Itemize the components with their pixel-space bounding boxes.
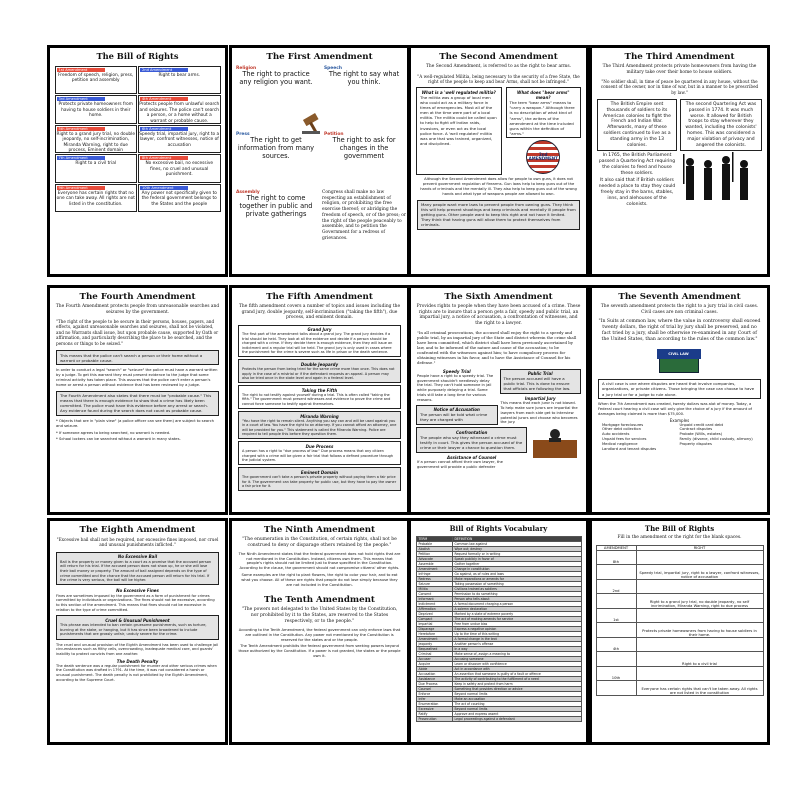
- amendment-cell[interactable]: 4th: [596, 637, 636, 652]
- tenth-text-1: According to the Tenth Amendment, the federal government can only enforce laws that are outlined in the Constitution. Any power not mentioned by the Constitution is reserved for the states and or the people.: [238, 627, 401, 642]
- history-text-2: In 1765, the British Parliament passed a Quartering Act requiring the colonies to feed and house these soldiers.: [598, 153, 676, 176]
- definition-cell: Legal proceedings against a defendant: [452, 717, 581, 722]
- table-row: [596, 550, 763, 565]
- bail-box: No Excessive Bail Bail is the property or money given to a court as a promise that the accused person will return for his trial. If the accused person does not show up, he or she will lose their bail money or property. The amount of bail assigned depends on the type of crime committed and the chance that the accused person will return for his trial. If the crime is very serious, the bail will be higher.: [56, 552, 219, 586]
- term-cell: Assemble: [416, 562, 452, 567]
- amendment-card: [138, 154, 221, 183]
- term-cell: Deprived: [416, 612, 452, 617]
- second-amendment-badge-icon: 2nd AMENDMENT: [526, 140, 560, 174]
- right-cell[interactable]: [636, 637, 763, 652]
- tenth-quote: "The powers not delegated to the United States by the Constitution, nor prohibited by it to the States, are reserved to the States respectively, or to the people.": [241, 607, 398, 625]
- right-cell[interactable]: [636, 579, 763, 594]
- page-subtitle: Fill in the amendment or the right for the blank spaces.: [617, 535, 742, 540]
- death-penalty-section: The Death Penalty The death sentence was a regular punishment for murder and other serious crimes when the Constitution was drafted in 1791. At the time, it was not considered a harsh or unusual punishment. The death penalty is not prohibited by the Eighth Amendment, according to the Supreme Court.: [56, 658, 217, 682]
- amendment-cell[interactable]: [596, 565, 636, 580]
- first-quote: Congress shall make no law respecting an establishment of religion, or prohibiting the free exercise thereof; or abridging the freedom of speech, or of the press; or the right of the people peaceably to assemble, and to petition the Government for a redress of grievances.: [322, 190, 406, 241]
- right-cell[interactable]: [636, 550, 763, 565]
- table-row: [596, 565, 763, 580]
- term-cell: Heretofore: [416, 632, 452, 637]
- page-subtitle: The fifth amendment covers a number of topics and issues including the grand jury, double jeopardy, self-incrimination ("taking the fifth"), due process, and eminent domain.: [238, 304, 401, 320]
- right-cell[interactable]: Everyone has certain rights that can't be taken away. All rights are not listed in the constitution: [636, 681, 763, 696]
- amendment-summary: Protects people from unlawful search and seizures. The police can't search a person, or a home without a warrant or probable cause.: [139, 102, 220, 124]
- amendment-tab: 4th Amendment: [140, 97, 188, 101]
- term-cell: Amendment: [416, 567, 452, 572]
- notice-box: Notice of Accusation The person will be told what crime they are charged with: [416, 405, 498, 425]
- amendment-tab: 2nd Amendment: [140, 68, 188, 72]
- amendment-summary: Protects private homeowners from having to house soldiers in their home.: [58, 102, 133, 119]
- amendment-tab: 6th Amendment: [140, 127, 188, 131]
- probable-cause-box: The Fourth Amendment also states that there must be "probable cause." This means that there is enough evidence to show that a crime has likely been committed. The police must have this evidence before any arrest or search. Any evidence found during the search does not count as probable cause.: [56, 391, 219, 416]
- examples-heading: Examples: [669, 417, 690, 423]
- definition-cell: Request formally or in writing: [452, 552, 581, 557]
- page-title: The Second Amendment: [439, 52, 558, 62]
- twenty-dollars-text: When the 7th Amendment was created, twenty dollars was alot of money. Today, a Federal court hearing a civil case will only give the choice of a jury if the amount of damages being claimed is more than $75,000.: [598, 402, 752, 416]
- right-cell[interactable]: [636, 608, 763, 623]
- example-item: Unpaid credit card debt: [679, 422, 724, 427]
- courtroom-icon: [529, 426, 581, 460]
- term-cell: Bequeathed: [416, 647, 452, 652]
- amendment-card: [138, 125, 221, 154]
- term-cell: Accusation: [416, 672, 452, 677]
- term-cell: Disparage: [416, 627, 452, 632]
- amendment-summary: Any power not specifically given to the federal government belongs to the States and the people: [141, 190, 217, 207]
- term-cell: Ratify: [416, 712, 452, 717]
- bill-grid: [54, 65, 221, 213]
- amendment-quote: "Excessive bail shall not be required, nor excessive fines imposed, nor cruel and unusual punishments inflicted.": [56, 537, 219, 548]
- term-cell: Probable: [416, 542, 452, 547]
- taking-fifth-box: Taking the Fifth The right to not testify against yourself during a trial. This is often called "taking the fifth." The government must present witnesses and evidence to prove the crime and cannot force someone to testify against themselves.: [238, 385, 401, 409]
- warrant-text: In order to conduct a legal "search" or "seizure" the police must have a warrant written by a judge. To get this warrant they must present evidence to the judge that some criminal activity has taken place. This assures that the police can't enter a person's home or arrest a person without evidence that has been reviewed by a judge.: [56, 368, 218, 387]
- third-amendment-page: [589, 45, 770, 277]
- term-cell: Advocate: [416, 557, 452, 562]
- seventh-amendment-page: [589, 285, 770, 515]
- tenth-text-2: The Tenth Amendment prohibits the federal government from seeking powers beyond those authorized by the Constitution. If a power is not granted, the states or the people own it.: [238, 644, 401, 658]
- double-jeopardy-box: Double Jeopardy Protects the person from being tried for the same crime more than once. This does not apply in the case of a mistrial or if the defendant requests an appeal. A person may also be tried once in the state level and again in a federal level.: [238, 359, 401, 383]
- page-subtitle: The Third Amendment protects private homeowners from having the military take over their home to house soldiers.: [602, 64, 757, 75]
- right-cell[interactable]: Right to a civil trial: [636, 652, 763, 667]
- definition-cell: Beyond normal limits: [452, 707, 581, 712]
- amendment-card: [55, 66, 138, 95]
- definition-cell: Civilians trained as soldiers: [452, 587, 581, 592]
- fifth-amendment-page: [229, 285, 410, 515]
- term-cell: Enumeration: [416, 702, 452, 707]
- amendment-summary: No excessive bail, no excessive fines, no cruel and unusual punishment.: [145, 161, 214, 178]
- amendment-tab: 3rd Amendment: [57, 97, 105, 101]
- page-title: The First Amendment: [266, 52, 373, 62]
- petition-section: Petition The right to ask for changes in the government: [324, 132, 396, 161]
- definition-cell: Speak publicly in favor of: [452, 557, 581, 562]
- history-text-3: It also said that if British soldiers needed a place to stay they could freely stay in the barns, stables, inns, and alehouses of the colonists.: [598, 178, 676, 207]
- term-cell: Abide: [416, 667, 452, 672]
- term-cell: Excessive: [416, 707, 452, 712]
- amendment-tab: 8th Amendment: [140, 156, 188, 160]
- page-title: The Bill of Rights: [644, 524, 715, 533]
- ninth-quote: "The enumeration in the Constitution, of certain rights, shall not be construed to deny or disparage others retained by the people.": [242, 537, 397, 548]
- definition-cell: A formal change in the text: [452, 637, 581, 642]
- vocabulary-page: [408, 518, 589, 745]
- table-row: [596, 623, 763, 638]
- example-item: Unpaid fees for services: [602, 436, 647, 441]
- definition-header: DEFINITION: [452, 537, 581, 542]
- term-cell: Militia: [416, 587, 452, 592]
- example-item: Other debt collection: [602, 427, 641, 432]
- amendment-quote: "In all criminal prosecutions, the accused shall enjoy the right to a speedy and public trial, by an impartial jury of the State and district wherein the crime shall have been committed, which district shall have been previously ascertained by law, and to be informed of the nature and cause of the accusation; to be confronted with the witnesses against him; to have compulsory process for obtaining witnesses in his favor, and to have the Assistance of Counsel for his defense.": [417, 330, 577, 366]
- impartial-jury-section: Impartial Jury This means that each juror is not biased. To help make sure jurors are impartial the lawyers from each side get to interview potential jurors and choose who becomes the jury.: [500, 395, 578, 425]
- table-row: [596, 608, 763, 623]
- definition-cell: The act of counting: [452, 702, 581, 707]
- amendment-cell[interactable]: 10th: [596, 666, 636, 681]
- civil-law-book-icon: CIVIL LAW: [655, 347, 705, 377]
- term-cell: Acquire: [416, 662, 452, 667]
- soldiers-silhouette-icon: [680, 152, 762, 208]
- term-cell: Infer: [416, 697, 452, 702]
- worksheet-table: [596, 545, 764, 696]
- definition-cell: A formal document charging a person: [452, 602, 581, 607]
- amendment-header: AMENDMENT: [596, 545, 636, 550]
- term-cell: Counsel: [416, 687, 452, 692]
- right-cell[interactable]: [636, 666, 763, 681]
- public-trial-box: Public Trial The person accused will have a public trial. This is done to ensure that officials are following the law.: [500, 369, 582, 394]
- amendment-cell[interactable]: 1st: [596, 608, 636, 623]
- term-cell: Amendment: [416, 637, 452, 642]
- grand-jury-box: Grand Jury The first part of the amendment talks about a grand jury. The grand jury decides if a trial should be held. They look at all the evidence and decide if a person should be charged with a crime. If they decide there is enough evidence, then they will issue an indictment and a regular trial will be held. The grand jury is only used in cases where the punishment for the crime is severe such as life in prison or the death sentence.: [238, 325, 401, 358]
- table-row: [416, 717, 581, 722]
- vocabulary-table: [416, 536, 582, 722]
- right-header: RIGHT: [636, 545, 763, 550]
- definition-cell: Make an accusation: [452, 697, 581, 702]
- example-item: Contract disputes: [679, 427, 713, 432]
- amendment-card: [138, 95, 221, 124]
- amendment-card: [55, 95, 138, 124]
- definition-cell: Up to the time of this writing: [452, 632, 581, 637]
- example-item: Mortgage foreclosures: [602, 422, 644, 427]
- term-cell: Enforce: [416, 692, 452, 697]
- definition-cell: Permission to do something: [452, 592, 581, 597]
- term-cell: Impartial: [416, 622, 452, 627]
- definition-cell: Beyond normal limits: [452, 692, 581, 697]
- bear-arms-box: What does "bear arms" mean? The term "bear arms" means to "carry a weapon." Although there is no description of what kind of "arms", the writers of the amendment at the time included guns within the definition of "arms.": [506, 87, 582, 138]
- first-amendment-page: [229, 45, 410, 277]
- amendment-cell[interactable]: 8th: [596, 550, 636, 565]
- term-cell: Informant: [416, 597, 452, 602]
- definition-cell: In a way: [452, 647, 581, 652]
- worksheet-page: [589, 518, 770, 745]
- amendment-summary: Freedom of speech, religion, press, petition and assembly: [58, 72, 134, 84]
- amendment-cell[interactable]: [596, 652, 636, 667]
- fourth-amendment-page: [47, 285, 228, 515]
- regulation-text: Although the Second Amendment does allow for people to own guns, it does not prevent government regulation of firearms. Gun laws help to keep guns out of the hands of criminals and the mentally ill. They also help to keep guns out of the wrong hands and what type of weapons people are allowed to own.: [420, 177, 577, 196]
- speedy-trial-section: Speedy Trial People have a right to a speedy trial. The government shouldn't needlessly delay the trial. They can't hold someone in jail while purposely delaying a trial. Some trials still take a long time for various reasons.: [417, 368, 494, 402]
- example-item: Auto accidents: [602, 432, 630, 437]
- page-title: The Eighth Amendment: [79, 525, 196, 535]
- definition-cell: Go against, as of rules and laws: [452, 572, 581, 577]
- amendment-tab: 7th Amendment: [57, 156, 105, 160]
- exception-3: * School lockers can be searched without a warrant in many states.: [56, 437, 181, 442]
- civil-case-box: A civil case is one where disputes are heard that involve companies, organizations, or private citizens. Those bringing the case can choose to have a jury trial or for a judge to rule alone.: [598, 379, 761, 399]
- amendment-summary: Right to a grand jury trial, no double jeopardy, no self-incrimination, Miranda Warning, right to due process, Eminent domain: [56, 131, 135, 153]
- sixth-amendment-page: [408, 285, 589, 515]
- amendment-card: [138, 184, 221, 213]
- definition-cell: Make sense of, assign a meaning to: [452, 652, 581, 657]
- amendment-summary: Speedy trial, impartial jury, right to a lawyer, confront witnesses, notice of accusation: [139, 131, 220, 148]
- speech-section: Speech The right to say what you think.: [324, 66, 400, 87]
- definition-cell: Approve and express assent: [452, 712, 581, 717]
- fines-section: No Excessive Fines Fines are sometimes imposed by the government as a form of punishment for crimes committed by individuals or organizations. The fines should not be excessive, according to this section of the amendment. This means that fines should not be excessive in relation to the type of crime committed.: [56, 588, 215, 612]
- exception-2: * If someone agrees to being searched, no warrant is needed.: [56, 430, 171, 435]
- second-amendment-page: [408, 45, 589, 277]
- definition-cell: A solemn declaration: [452, 607, 581, 612]
- amendment-tab: 5th Amendment: [57, 127, 105, 131]
- term-cell: Due Process: [416, 682, 452, 687]
- term-cell: Compact: [416, 617, 452, 622]
- example-item: Medical negligence: [602, 441, 638, 446]
- term-cell: Jeopardy: [416, 642, 452, 647]
- amendment-cell[interactable]: [596, 594, 636, 609]
- term-cell: Criminal: [416, 652, 452, 657]
- bill-of-rights-page: [47, 45, 228, 277]
- amendment-card: [55, 184, 138, 213]
- page-title: The Fourth Amendment: [79, 292, 196, 302]
- definition-cell: Another person's offense: [452, 642, 581, 647]
- term-cell: Accuser: [416, 657, 452, 662]
- ninth-text-1: The Ninth Amendment states that the federal government does not hold rights that are not mentioned in the Constitution. Instead, citizens own them. This means that people's rights should not be limited just to those specified in the Constitution. According to the clause, the government should not compromise citizens' other rights.: [238, 551, 401, 571]
- confrontation-box: Confrontation The people who say they witnessed a crime must testify in court. This gives the person accused of the crime or their lawyer a chance to question them.: [416, 427, 527, 452]
- table-row: [596, 579, 763, 594]
- amendment-tab: 10th Amendment: [140, 186, 188, 190]
- examples-list: [592, 423, 767, 452]
- term-cell: Redress: [416, 577, 452, 582]
- history-box-1: The British Empire sent thousands of soldiers to its American colonies to fight the French and Indian War. Afterwards, many of these soldiers continued to live as a standing army in the 13 colonies.: [597, 99, 677, 151]
- example-item: Probate (Wills, estates): [679, 432, 723, 437]
- term-cell: Indictment: [416, 602, 452, 607]
- definition-cell: Wipe out; destroy: [452, 547, 581, 552]
- definition-cell: The act of making amends for service: [452, 617, 581, 622]
- example-item: Family (divorce, child custody, alimony): [679, 436, 753, 441]
- history-box-4: The second Quartering Act was passed in 1774. It was much worse. It allowed for British troops to stay wherever they wanted, including the colonists' homes. This was considered a major violation of privacy and angered the colonists.: [680, 99, 762, 151]
- term-header: TERM: [416, 537, 452, 542]
- amendment-quote: "In Suits at common law, where the value in controversy shall exceed twenty dollars, the right of trial by jury shall be preserved, and no fact tried by a jury, shall be otherwise re-examined in any Court of the United States, than according to the rules of the common law.": [598, 319, 761, 342]
- due-process-box: Due Process A person has a right to "due process of law." Due process means that any citizen charged with a crime will be given a fair trial that follows a defined procedure through the judicial system.: [238, 441, 401, 465]
- page-title: The Third Amendment: [624, 52, 735, 62]
- definition-cell: Change in constitution: [452, 567, 581, 572]
- table-row: [596, 637, 763, 652]
- term-cell: Petition: [416, 552, 452, 557]
- page-title: The Sixth Amendment: [444, 292, 553, 302]
- tenth-title: The Tenth Amendment: [264, 595, 375, 606]
- counsel-section: Assistance of Counsel If a person cannot afford their own lawyer, the government will provide a public defender: [417, 454, 503, 469]
- page-subtitle: The Fourth Amendment protects people from unreasonable searches and seizures by the government.: [55, 304, 220, 315]
- page-subtitle: Provides rights to people when they have been accused of a crime. These rights are to insure that a person gets a fair, speedy and public trial, an impartial jury, a notice of accusation, a confrontation of witnesses, and the right to a lawyer.: [416, 304, 581, 326]
- ninth-text-2: Some examples are the right to plant flowers, the right to color your hair, and to eat what you choose. All of these are rights that people do not lose simply because they are not included in the Constitution.: [241, 572, 398, 587]
- warrant-box: This means that the police can't search a person or their home without a warrant or probable cause.: [56, 350, 219, 365]
- amendment-tab: 9th Amendment: [57, 186, 105, 190]
- exception-1: * Objects that are in "plain view" (a police officer can see them) are subject to search and seizure.: [56, 418, 214, 428]
- term-cell: Abolish: [416, 547, 452, 552]
- amendment-summary: Everyone has certain rights that no one can take away. All rights are not listed in the constitution.: [56, 190, 135, 207]
- definition-cell: Keep in safety and protect from harm: [452, 682, 581, 687]
- page-subtitle: The Second Amendment, is referred to as the right to bear arms.: [426, 64, 571, 69]
- page-title: The Bill of Rights: [96, 51, 179, 61]
- eighth-amendment-page: [47, 518, 228, 745]
- amendment-summary: Right to a civil trial: [75, 161, 117, 167]
- definition-cell: Free from undue bias: [452, 622, 581, 627]
- amendment-tab: 1st Amendment: [57, 68, 105, 72]
- debate-box: Many people want more laws to prevent people from owning guns. They think this will help prevent shootings and keep criminals and mentally ill people from getting guns. Other people want to keep this right and not have it limited. They think that having guns will allow them to protect themselves from criminals.: [417, 200, 580, 230]
- definition-cell: An assertion that someone is guilty of a fault or offence: [452, 672, 581, 677]
- amendment-card: [138, 66, 221, 95]
- definition-cell: Gather together: [452, 562, 581, 567]
- definition-cell: Common law against: [452, 542, 581, 547]
- amendment-summary: Right to bear arms.: [158, 72, 201, 78]
- ninth-tenth-amendment-page: [229, 518, 410, 745]
- right-cell[interactable]: Protects private homeowners from having to house soldiers in their home.: [636, 623, 763, 638]
- amendment-cell[interactable]: [596, 681, 636, 696]
- page-title: Bill of Rights Vocabulary: [449, 524, 548, 533]
- right-cell[interactable]: Right to a grand jury trial, no double jeopardy, no self incrimination, Miranda Warning, right to due process: [636, 594, 763, 609]
- amendment-card: [55, 125, 138, 154]
- definition-cell: Accusing someone: [452, 657, 581, 662]
- page-subtitle: The seventh amendment protects the right to a jury trial in civil cases. Civil cases are non criminal cases.: [600, 304, 759, 315]
- page-title: The Seventh Amendment: [618, 292, 741, 302]
- amendment-quote: "A well-regulated Militia, being necessary to the security of a free State, the right of the people to keep and bear Arms, shall not be infringed.": [417, 73, 580, 84]
- term-cell: Assistance: [416, 677, 452, 682]
- term-cell: Consent: [416, 592, 452, 597]
- amendment-cell[interactable]: 2nd: [596, 579, 636, 594]
- eminent-domain-box: Eminent Domain The government can't take a person's private property without paying them a fair price for it. The government can take property for public use, but they have to pay the owner a fair price for it.: [238, 467, 401, 491]
- right-cell[interactable]: Speedy trial, impartial jury, right to a lawyer, confront witnesses, notice of accusation: [636, 565, 763, 580]
- press-section: Press The right to get information from many sources.: [236, 132, 315, 161]
- definition-cell: Marked by a state of extreme poverty: [452, 612, 581, 617]
- definition-cell: Act in accordance with: [452, 667, 581, 672]
- definition-cell: Person who tells about: [452, 597, 581, 602]
- table-row: [596, 681, 763, 696]
- page-title: The Ninth Amendment: [263, 525, 376, 535]
- definition-cell: Make reparations or amends for: [452, 577, 581, 582]
- example-item: Landlord and tenant disputes: [602, 446, 657, 451]
- assembly-section: Assembly The right to come together in public and private gatherings: [236, 190, 313, 219]
- amendment-cell[interactable]: [596, 623, 636, 638]
- amendment-quote: "The right of the people to be secure in their persons, houses, papers, and effects, against unreasonable searches and seizures, shall not be violated, and no Warrants shall issue, but upon probable cause, supported by Oath or affirmation, and particularly describing the place to be searched, and the persons or things to be seized.": [56, 319, 219, 346]
- militia-box: What is a 'well regulated militia? The militia was a group of local men who could act as a military force in times of emergencies. Most all of the men at the time were part of a local militia. The militia could be called upon to help to fight off Indian raids, invasions, or even act as the local police force. A 'well regulated' militia was one that was trained, organized, and disciplined.: [416, 87, 502, 175]
- table-row: [596, 652, 763, 667]
- example-item: Property disputes: [679, 441, 712, 446]
- term-cell: Prosecution: [416, 717, 452, 722]
- definition-cell: Learn or discover with confidence: [452, 662, 581, 667]
- cruel-box: Cruel & Unusual Punishment This phrase was intended to ban certain gruesome punishments, such as torture, burning at the stake, or hanging, but it has since been broadened to include punishments that are grossly unfair, unduly severe for the crime.: [56, 615, 219, 639]
- table-row: [596, 594, 763, 609]
- definition-cell: Express a negative opinion: [452, 627, 581, 632]
- term-cell: Infringe: [416, 572, 452, 577]
- page-title: The Fifth Amendment: [266, 292, 373, 302]
- definition-cell: The activity of contributing to the fulfillment of a need: [452, 677, 581, 682]
- miranda-box: Miranda Warning "You have the right to remain silent. Anything you say can and will be used against you in a court of law. You have the right to an attorney. If you cannot afford an attorney, one will be provided for you." This statement is called the Miranda Warning. Police are required to tell people this before they question them.: [238, 411, 401, 439]
- definition-cell: Something that provides direction or advice: [452, 687, 581, 692]
- jail-conditions-text: The cruel and unusual provision of the Eighth Amendment has been used to challenge jail circumstances such as filthy cells, overcrowding, inadequate medical care, and guards' inability to protect convicts from one another.: [56, 642, 219, 656]
- definition-cell: Taking possession of something: [452, 582, 581, 587]
- amendment-quote: "No soldier shall, in time of peace be quartered in any house, without the consent of the owner, nor in time of war, but in a manner to be prescribed by law.": [600, 79, 759, 95]
- term-cell: Seizure: [416, 582, 452, 587]
- gavel-icon: [300, 112, 328, 136]
- table-row: [596, 666, 763, 681]
- amendment-card: [55, 154, 138, 183]
- term-cell: Affirmation: [416, 607, 452, 612]
- religion-section: Religion The right to practice any religion you want.: [236, 66, 313, 87]
